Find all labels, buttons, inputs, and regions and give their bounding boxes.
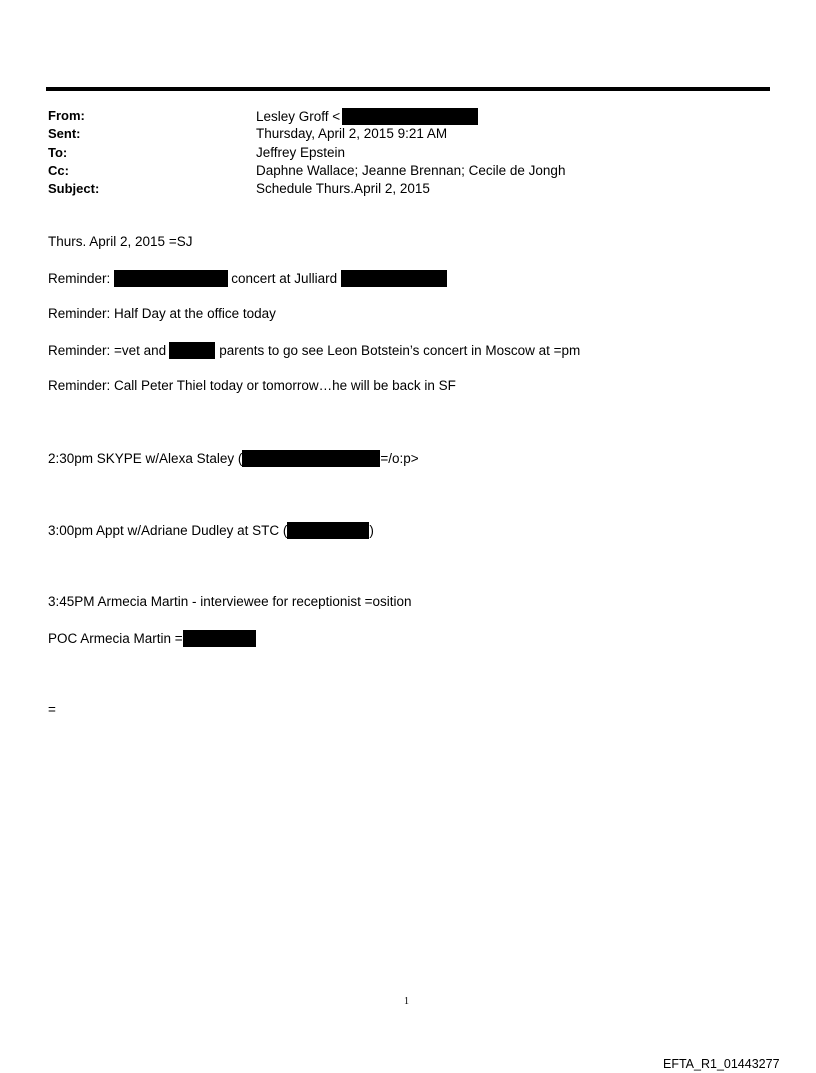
date-line: Thurs. April 2, 2015 =SJ: [48, 234, 193, 249]
from-label: From:: [48, 108, 85, 123]
trailing-char: =: [48, 702, 56, 717]
reminder-text: concert at Julliard: [231, 271, 338, 286]
cc-value: Daphne Wallace; Jeanne Brennan; Cecile de Jongh: [256, 163, 566, 178]
cc-label: Cc:: [48, 163, 69, 178]
interview-entry: 3:45PM Armecia Martin - interviewee for receptionist =osition: [48, 594, 412, 609]
to-label: To:: [48, 145, 68, 160]
entry-suffix: =/o:p>: [380, 451, 419, 466]
poc-entry: [48, 630, 256, 647]
reminder-botstein: [48, 342, 580, 359]
bates-number: EFTA_R1_01443277: [663, 1057, 780, 1071]
subject-label: Subject:: [48, 181, 100, 196]
from-value: [256, 108, 478, 125]
sent-value: Thursday, April 2, 2015 9:21 AM: [256, 126, 448, 141]
reminder-concert: [48, 270, 447, 287]
sent-label: Sent:: [48, 126, 81, 141]
entry-text: POC Armecia Martin =: [48, 631, 183, 646]
appointment-entry: [48, 522, 374, 539]
header-rule: [46, 87, 770, 91]
redaction-bar: [114, 270, 228, 287]
reminder-text: parents to go see Leon Botstein’s concert in Moscow at =pm: [219, 343, 581, 358]
skype-entry: [48, 450, 419, 467]
entry-text: 3:00pm Appt w/Adriane Dudley at STC (: [48, 523, 288, 538]
redaction-bar: [287, 522, 369, 539]
to-value: Jeffrey Epstein: [256, 145, 346, 160]
reminder-prefix: Reminder:: [48, 271, 111, 286]
reminder-prefix: Reminder: =vet and: [48, 343, 167, 358]
entry-suffix: ): [369, 523, 374, 538]
redaction-bar: [169, 342, 215, 359]
redaction-bar: [183, 630, 256, 647]
subject-value: Schedule Thurs.April 2, 2015: [256, 181, 430, 196]
from-name: Lesley Groff <: [256, 109, 341, 124]
redaction-bar: [342, 108, 478, 125]
page-number: 1: [404, 996, 409, 1007]
reminder-half-day: Reminder: Half Day at the office today: [48, 306, 276, 321]
reminder-thiel: Reminder: Call Peter Thiel today or tomorrow…he will be back in SF: [48, 378, 456, 393]
redaction-bar: [341, 270, 447, 287]
entry-text: 2:30pm SKYPE w/Alexa Staley (: [48, 451, 243, 466]
redaction-bar: [242, 450, 380, 467]
